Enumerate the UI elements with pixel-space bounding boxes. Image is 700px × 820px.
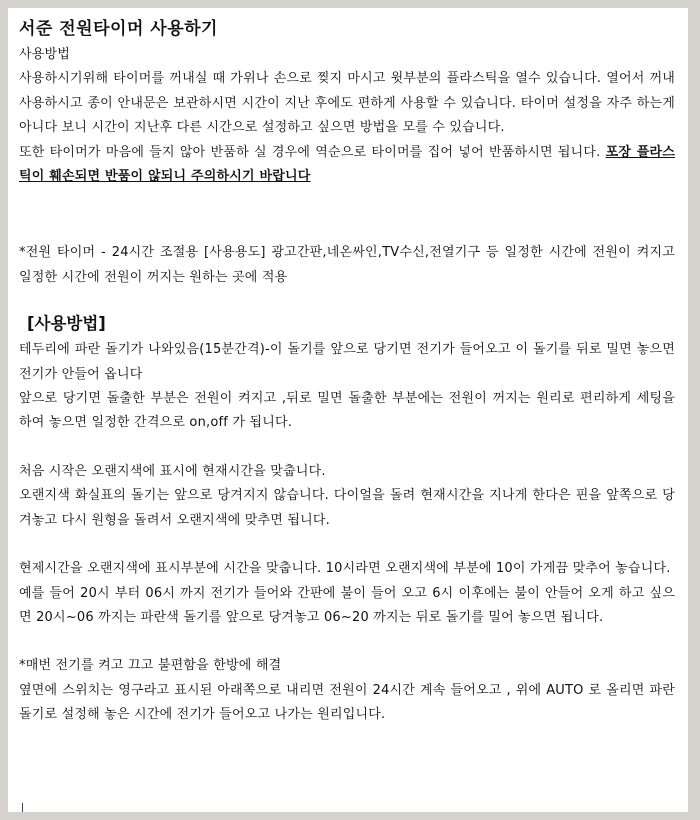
document-page [8, 8, 688, 812]
paragraph-start: 처음 시작은 오랜지색에 표시에 현재시간을 맞춥니다. [19, 463, 326, 479]
usage-subtitle: 사용방법 [19, 47, 71, 62]
paragraph-convenience: *매번 전기를 켜고 끄고 불편함을 한방에 해결 [19, 658, 282, 674]
paragraph-side-switch: 옆면에 스위치는 영구라고 표시된 아래쪽으로 내리면 전원이 24시간 계속 들어오고 , 위에 AUTO 로 올리면 파란 돌기로 설정해 놓은 시간에 전기가 들어오고 나가는 원리입니다. [19, 682, 675, 723]
page-corner-mark [22, 803, 41, 812]
paragraph-example: 예를 들어 20시 부터 06시 까지 전기가 들어와 간판에 불이 들어 오고 6시 이후에는 불이 안들어 오게 하고 싶으면 20시~06 까지는 파란색 돌기를 앞으로 당겨놓고 06~20 까지는 뒤로 돌기를 밀어 놓으면 됩니다. [19, 585, 675, 625]
return-warning: 포장 플라스틱이 훼손되면 반품이 않되니 주의하시기 바랍니다 [19, 144, 675, 185]
paragraph-blue-pins: 테두리에 파란 돌기가 나와있음(15분간격)-이 돌기를 앞으로 당기면 전기가 들어오고 이 돌기를 뒤로 밀면 놓으면 전기가 안들어 옵니다 [19, 342, 675, 382]
paragraph-product-use: *전원 타이머 - 24시간 조절용 [사용용도] 광고간판,네온싸인,TV수신,전열기구 등 일정한 시간에 전원이 켜지고 일정한 시간에 전원이 꺼지는 원하는 곳에 적용 [19, 245, 675, 285]
document-title: 서준 전원타이머 사용하기 [19, 19, 218, 39]
section-heading-usage: [사용방법] [27, 314, 106, 334]
document-body [19, 14, 675, 728]
paragraph-orange-arrow: 오랜지색 화실표의 돌기는 앞으로 당겨지지 않습니다. 다이얼을 돌려 현재시간을 지나게 한다은 핀을 앞쪽으로 당겨놓고 다시 원형을 돌려서 오랜지색에 맞추면 됩니다. [19, 488, 675, 528]
paragraph-on-off-principle: 앞으로 당기면 돌출한 부분은 전원이 켜지고 ,뒤로 밀면 돌출한 부분에는 전원이 꺼지는 원리로 편리하게 세팅을 하여 놓으면 일정한 간격으로 on,off 가 됩니다. [19, 391, 675, 431]
return-notice-text: 또한 타이머가 마음에 들지 않아 반품하 실 경우에 역순으로 타이머를 집어 넣어 반품하시면 됩니다. [19, 144, 606, 160]
paragraph-set-current-time: 현제시간을 오랜지색에 표시부분에 시간을 맞춥니다. 10시라면 오랜지색에 부분에 10이 가게끔 맞추어 놓습니다. [19, 561, 671, 577]
paragraph-return-notice [19, 141, 675, 190]
paragraph-opening-instructions: 사용하시기위해 타이머를 꺼내실 때 가위나 손으로 찢지 마시고 윗부분의 플라스틱을 열수 있습니다. 열어서 꺼내 사용하시고 종이 안내문은 보관하시면 시간이 지난 후에도 편하게 사용할 수 있습니다. 타이머 설정을 자주 하는게 아니다 보니 시간이 지난후 다른 시간으로 설정하고 싶으면 방법을 모를 수 있습니다. [19, 71, 675, 136]
